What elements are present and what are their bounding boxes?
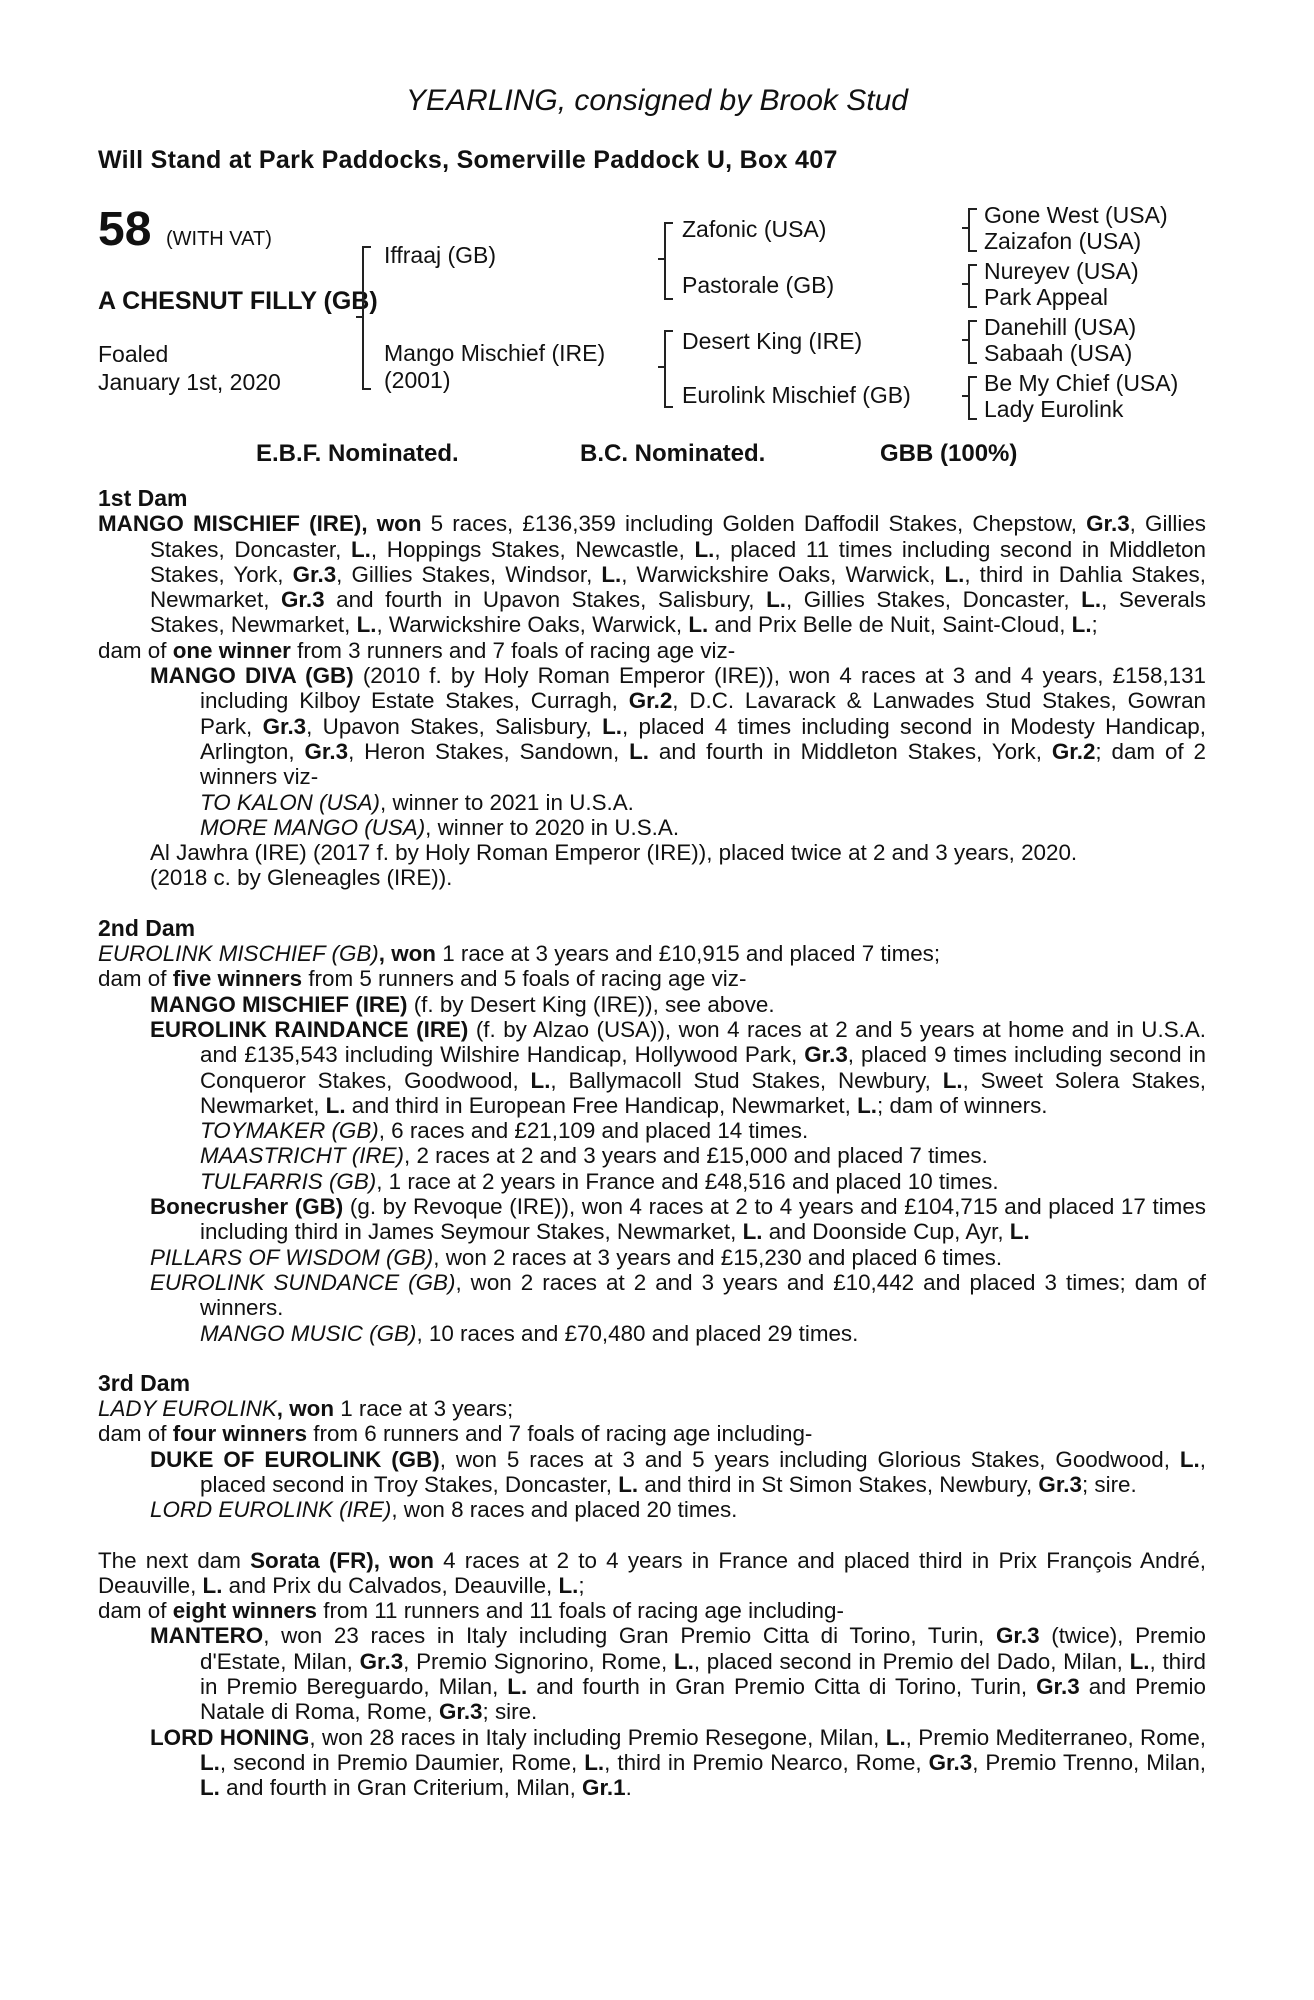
second-dam-heading: 2nd Dam [98, 914, 196, 941]
produce-eurolink-sundance: EUROLINK SUNDANCE (GB), won 2 races at 2 and 3 years and £10,442 and placed 3 times; dam of winners. [150, 1269, 1206, 1321]
produce-mantero: MANTERO, won 23 races in Italy including Gran Premio Citta di Torino, Turin, Gr.3 (twice), Premio d'Estate, Milan, Gr.3, Premio Signorino, Rome, L., placed second in Premio del Dado, Milan, L., third in Premio Bereguardo, Milan, L. and fourth in Gran Premio Citta di Torino, Turin, Gr.3 and Premio Natale di Roma, Rome, Gr.3; sire. [150, 1623, 1207, 1725]
grandsire-4: Be My Chief (USA) [984, 370, 1179, 396]
third-dam-record: LADY EUROLINK, won 1 race at 3 years; [98, 1396, 514, 1422]
foaled-info [98, 340, 281, 396]
second-dam-record: EUROLINK MISCHIEF (GB), won 1 race at 3 years and £10,915 and placed 7 times; [98, 941, 941, 967]
gbb-status: GBB (100%) [880, 440, 1018, 467]
pedigree-bracket [362, 246, 371, 390]
foaled-date: January 1st, 2020 [98, 369, 281, 395]
sire: Iffraaj (GB) [384, 242, 497, 268]
pedigree-bracket-point [962, 283, 969, 285]
produce-2018-colt: (2018 c. by Gleneagles (IRE)). [150, 865, 453, 891]
sire-dam: Pastorale (GB) [682, 272, 835, 298]
produce-al-jawhra: Al Jawhra (IRE) (2017 f. by Holy Roman Emperor (IRE)), placed twice at 2 and 3 years, 2020. [150, 840, 1078, 866]
first-dam-heading: 1st Dam [98, 485, 188, 511]
first-dam-record: MANGO MISCHIEF (IRE), won 5 races, £136,359 including Golden Daffodil Stakes, Chepstow, Gr.3, Gillies Stakes, Doncaster, L., Hoppings Stakes, Newcastle, L., placed 11 times including second in Middleton Stakes, York, Gr.3, Gillies Stakes, Windsor, L., Warwickshire Oaks, Warwick, L., third in Dahlia Stakes, Newmarket, Gr.3 and fourth in Upavon Stakes, Salisbury, L., Gillies Stakes, Doncaster, L., Severals Stakes, Newmarket, L., Warwickshire Oaks, Warwick, L. and Prix Belle de Nuit, Saint-Cloud, L.; [98, 511, 1206, 638]
vat-note: (WITH VAT) [166, 228, 272, 250]
third-dam-produce-summary: dam of four winners from 6 runners and 7 foals of racing age including- [98, 1421, 813, 1447]
ebf-nomination: E.B.F. Nominated. [256, 440, 459, 467]
granddam-1: Zaizafon (USA) [984, 228, 1142, 254]
dam-year: (2001) [384, 367, 451, 393]
dam-dam: Eurolink Mischief (GB) [682, 382, 911, 408]
sire-sire: Zafonic (USA) [682, 216, 827, 242]
pedigree-bracket [968, 320, 977, 364]
produce-toymaker: TOYMAKER (GB), 6 races and £21,109 and placed 14 times. [200, 1118, 809, 1144]
pedigree-bracket-point [356, 316, 363, 318]
grandsire-3: Danehill (USA) [984, 314, 1137, 340]
foaled-label: Foaled [98, 341, 169, 367]
stand-location: Will Stand at Park Paddocks, Somerville Paddock U, Box 407 [98, 146, 838, 174]
grandsire-1: Gone West (USA) [984, 202, 1168, 228]
pedigree-bracket-point [658, 258, 665, 260]
produce-eurolink-raindance: EUROLINK RAINDANCE (IRE) (f. by Alzao (USA)), won 4 races at 2 and 5 years at home and in U.S.A. and £135,543 including Wilshire Handicap, Hollywood Park, Gr.3, placed 9 times including second in Conqueror Stakes, Goodwood, L., Ballymacoll Stud Stakes, Newbury, L., Sweet Solera Stakes, Newmarket, L. and third in European Free Handicap, Newmarket, L.; dam of winners. [150, 1016, 1207, 1118]
pedigree-bracket [968, 264, 977, 308]
produce-bonecrusher: Bonecrusher (GB) (g. by Revoque (IRE)), won 4 races at 2 to 4 years and £104,715 and placed 17 times including third in James Seymour Stakes, Newmarket, L. and Doonside Cup, Ayr, L. [150, 1194, 1206, 1245]
pedigree-bracket [664, 222, 673, 300]
pedigree-bracket-point [962, 227, 969, 229]
granddam-3: Sabaah (USA) [984, 340, 1133, 366]
granddam-2: Park Appeal [984, 284, 1109, 310]
second-dam-produce-summary: dam of five winners from 5 runners and 5 foals of racing age viz- [98, 966, 747, 992]
produce-maastricht: MAASTRICHT (IRE), 2 races at 2 and 3 years and £15,000 and placed 7 times. [200, 1143, 988, 1169]
grandsire-2: Nureyev (USA) [984, 258, 1139, 284]
granddam-4: Lady Eurolink [984, 396, 1124, 422]
produce-mango-music: MANGO MUSIC (GB), 10 races and £70,480 and placed 29 times. [200, 1320, 859, 1346]
pedigree-bracket [664, 330, 673, 408]
produce-lord-honing: LORD HONING, won 28 races in Italy including Premio Resegone, Milan, L., Premio Mediterraneo, Rome, L., second in Premio Daumier, Rome, L., third in Premio Nearco, Rome, Gr.3, Premio Trenno, Milan, L. and fourth in Gran Criterium, Milan, Gr.1. [150, 1724, 1207, 1801]
third-dam-heading: 3rd Dam [98, 1369, 191, 1396]
dam-sire: Desert King (IRE) [682, 328, 863, 354]
produce-tulfarris: TULFARRIS (GB), 1 race at 2 years in France and £48,516 and placed 10 times. [200, 1168, 999, 1194]
produce-lord-eurolink: LORD EUROLINK (IRE), won 8 races and placed 20 times. [150, 1497, 738, 1523]
pedigree-bracket [968, 208, 977, 252]
pedigree-bracket-point [962, 339, 969, 341]
produce-more-mango: MORE MANGO (USA), winner to 2020 in U.S.A. [200, 814, 680, 840]
lot-description: A CHESNUT FILLY (GB) [98, 287, 378, 315]
next-dam-record: The next dam Sorata (FR), won 4 races at 2 to 4 years in France and placed third in Prix François André, Deauville, L. and Prix du Calvados, Deauville, L.; [98, 1547, 1207, 1598]
bc-nomination: B.C. Nominated. [580, 440, 766, 467]
pedigree-bracket-point [658, 366, 665, 368]
dam: Mango Mischief (IRE) [384, 340, 606, 366]
lot-number: 58 [98, 203, 152, 256]
pedigree-bracket-point [962, 395, 969, 397]
first-dam-produce-summary: dam of one winner from 3 runners and 7 foals of racing age viz- [98, 637, 736, 663]
next-dam-produce-summary: dam of eight winners from 11 runners and 11 foals of racing age including- [98, 1598, 844, 1624]
produce-to-kalon: TO KALON (USA), winner to 2021 in U.S.A. [200, 789, 634, 815]
produce-mango-mischief: MANGO MISCHIEF (IRE) (f. by Desert King (IRE)), see above. [150, 991, 775, 1017]
pedigree-bracket [968, 376, 977, 420]
produce-pillars-of-wisdom: PILLARS OF WISDOM (GB), won 2 races at 3 years and £15,230 and placed 6 times. [150, 1244, 1003, 1270]
page-title: YEARLING, consigned by Brook Stud [406, 84, 908, 117]
produce-mango-diva: MANGO DIVA (GB) (2010 f. by Holy Roman Emperor (IRE)), won 4 races at 3 and 4 years, £158,131 including Kilboy Estate Stakes, Curragh, Gr.2, D.C. Lavarack & Lanwades Stud Stakes, Gowran Park, Gr.3, Upavon Stakes, Salisbury, L., placed 4 times including second in Modesty Handicap, Arlington, Gr.3, Heron Stakes, Sandown, L. and fourth in Middleton Stakes, York, Gr.2; dam of 2 winners viz- [150, 663, 1206, 790]
catalogue-text [98, 486, 1206, 1801]
produce-duke-of-eurolink: DUKE OF EUROLINK (GB), won 5 races at 3 and 5 years including Glorious Stakes, Goodwood, L., placed second in Troy Stakes, Doncaster, L. and third in St Simon Stakes, Newbury, Gr.3; sire. [150, 1446, 1206, 1497]
